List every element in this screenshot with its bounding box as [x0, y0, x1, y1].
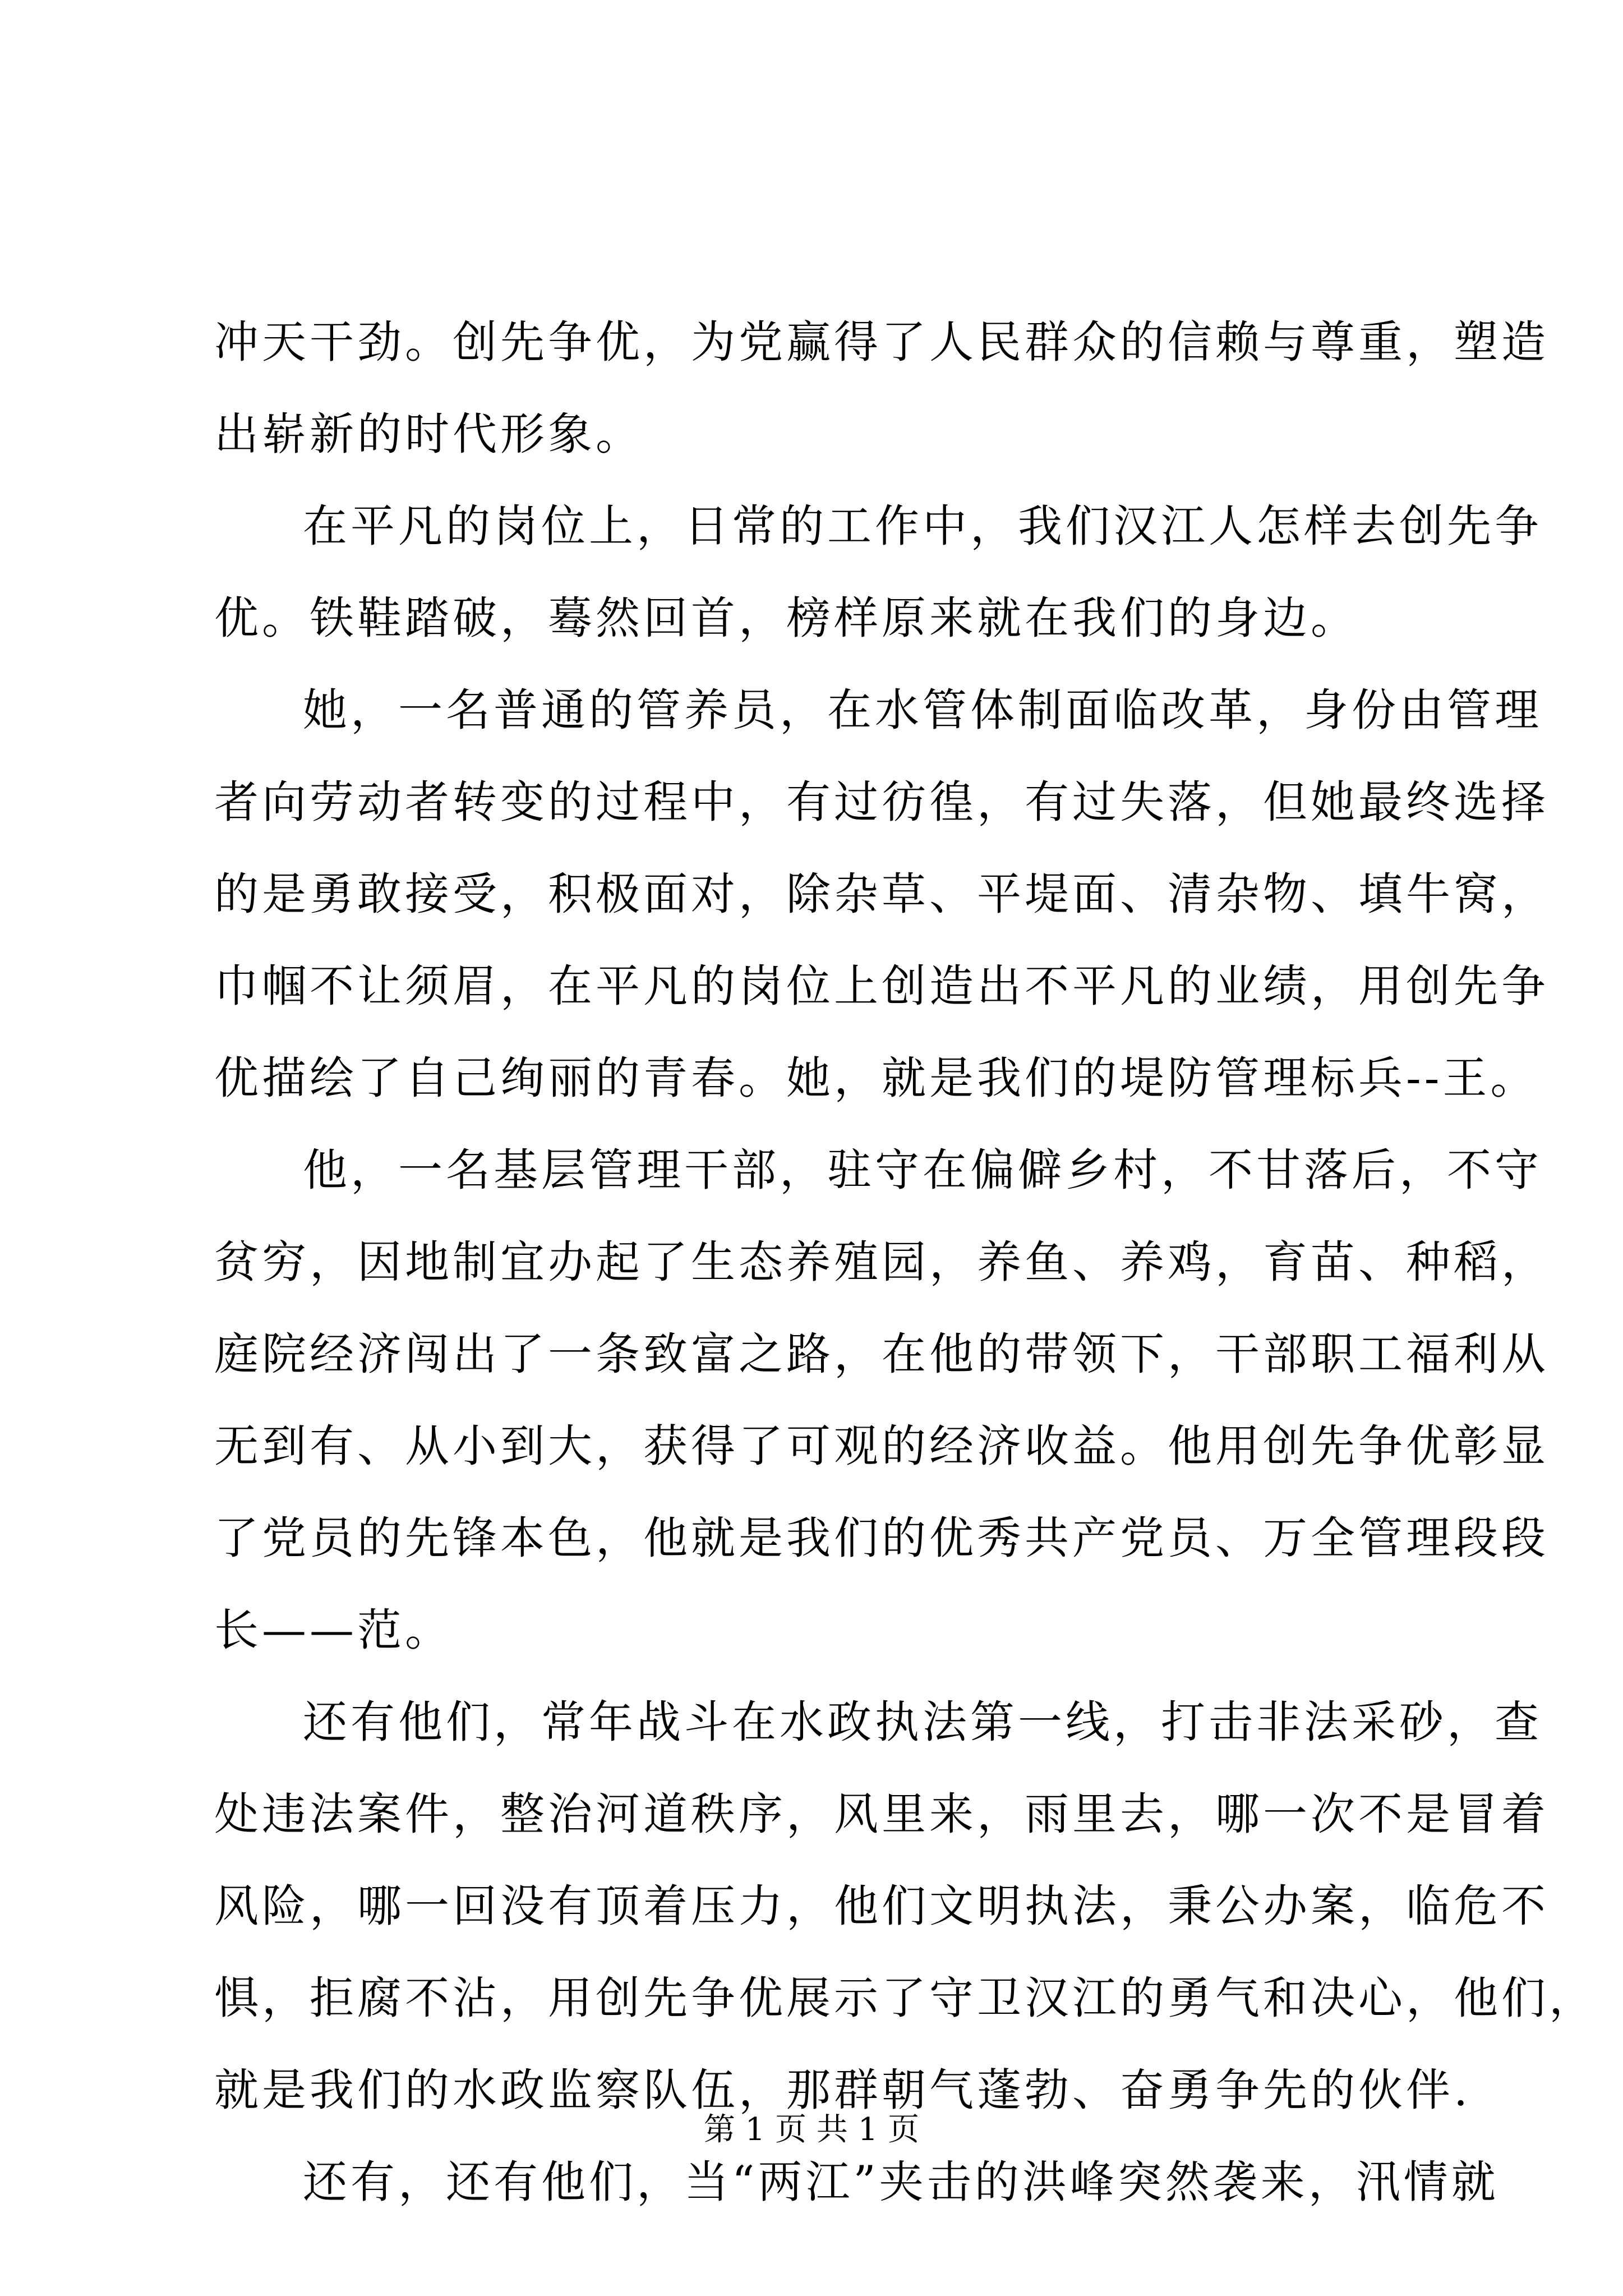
text-line: 出崭新的时代形象。 [214, 408, 643, 460]
text-line: 优。铁鞋踏破，蓦然回首，榜样原来就在我们的身边。 [214, 592, 1358, 644]
paragraph-start-line: 还有他们，常年战斗在水政执法第一线，打击非法采砂，查 [303, 1696, 1542, 1748]
body-text [214, 296, 1597, 2228]
text-line: 惧，拒腐不沾，用创先争优展示了守卫汉江的勇气和决心，他们， [214, 1972, 1597, 2024]
text-line: 庭院经济闯出了一条致富之路，在他的带领下，干部职工福利从 [214, 1328, 1549, 1380]
page-footer: 第 1 页 共 1 页 [703, 2111, 920, 2148]
paragraph-start-line: 她，一名普通的管养员，在水管体制面临改革，身份由管理 [303, 684, 1542, 736]
text-line: 就是我们的水政监察队伍，那群朝气蓬勃、奋勇争先的伙伴. [214, 2064, 1472, 2116]
text-line: 优描绘了自己绚丽的青春。她，就是我们的堤防管理标兵--王。 [214, 1052, 1538, 1104]
paragraph-start-line: 他，一名基层管理干部，驻守在偏僻乡村，不甘落后，不守 [303, 1144, 1542, 1196]
text-line: 的是勇敢接受，积极面对，除杂草、平堤面、清杂物、填牛窝， [214, 868, 1549, 920]
text-line: 者向劳动者转变的过程中，有过彷徨，有过失落，但她最终选择 [214, 776, 1549, 828]
text-line: 风险，哪一回没有顶着压力，他们文明执法，秉公办案，临危不 [214, 1880, 1549, 1932]
paragraph-start-line: 还有，还有他们，当“两江”夹击的洪峰突然袭来，汛情就 [303, 2156, 1499, 2208]
text-line: 了党员的先锋本色，他就是我们的优秀共产党员、万全管理段段 [214, 1512, 1549, 1564]
paragraph-start-line: 在平凡的岗位上，日常的工作中，我们汉江人怎样去创先争 [303, 500, 1542, 552]
text-line: 贫穷，因地制宜办起了生态养殖园，养鱼、养鸡，育苗、种稻， [214, 1236, 1549, 1288]
text-line: 处违法案件，整治河道秩序，风里来，雨里去，哪一次不是冒着 [214, 1788, 1549, 1840]
text-line: 无到有、从小到大，获得了可观的经济收益。他用创先争优彰显 [214, 1420, 1549, 1472]
text-line: 长——范。 [214, 1604, 453, 1656]
text-line: 巾帼不让须眉，在平凡的岗位上创造出不平凡的业绩，用创先争 [214, 960, 1549, 1012]
text-line: 冲天干劲。创先争优，为党赢得了人民群众的信赖与尊重，塑造 [214, 316, 1549, 368]
